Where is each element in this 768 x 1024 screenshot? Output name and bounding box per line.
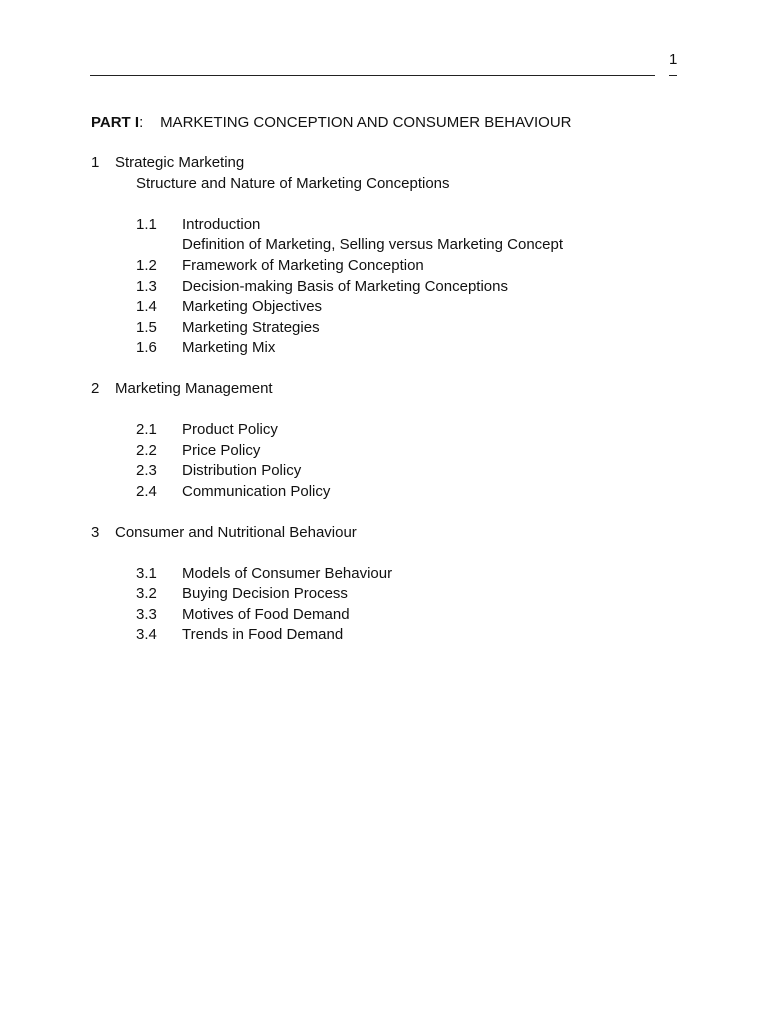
section-number: 1.5 [136,318,157,336]
section-entry-2-3 [91,461,711,482]
section-entry-1-6 [91,338,711,359]
section-title: Framework of Marketing Conception [182,256,424,274]
chapter-number: 2 [91,379,100,397]
section-title: Buying Decision Process [182,585,348,603]
section-subtitle: Definition of Marketing, Selling versus Marketing Concept [182,236,564,254]
section-number: 1.4 [136,298,157,316]
table-of-contents [91,112,711,666]
section-title: Introduction [182,215,261,233]
section-title: Distribution Policy [182,462,302,480]
section-number: 1.6 [136,339,157,357]
part-label: PART I [91,114,140,131]
section-title: Marketing Strategies [182,318,320,336]
chapter-list [91,153,711,646]
section-title: Decision-making Basis of Marketing Conceptions [182,277,508,295]
header-rule [90,75,655,76]
section-title: Communication Policy [182,482,331,500]
section-entry-3-1 [91,564,711,585]
chapter-2 [91,379,711,503]
chapter-spacer [91,543,711,564]
section-number: 3.1 [136,564,157,582]
section-entry-1-2 [91,256,711,277]
chapter-title: Consumer and Nutritional Behaviour [115,523,357,541]
section-entry-2-4 [91,482,711,503]
section-number: 2.4 [136,482,157,500]
section-entry-2-2 [91,441,711,462]
section-title: Marketing Mix [182,339,276,357]
section-number: 1.1 [136,215,157,233]
chapter-1 [91,153,711,359]
chapter-heading [91,379,711,400]
chapter-heading [91,153,711,174]
section-entry-1-1 [91,215,711,236]
section-title: Price Policy [182,441,261,459]
part-heading [91,112,711,133]
part-colon: : [139,114,144,131]
section-title: Product Policy [182,421,278,439]
section-entry-3-3 [91,605,711,626]
chapter-heading [91,523,711,544]
section-entry-3-4 [91,625,711,646]
section-entry-3-2 [91,584,711,605]
chapter-spacer [91,400,711,421]
section-entry-2-1 [91,420,711,441]
section-number: 1.2 [136,256,157,274]
section-number: 2.3 [136,462,157,480]
section-title: Motives of Food Demand [182,605,350,623]
section-title: Trends in Food Demand [182,626,344,644]
chapter-spacer [91,194,711,215]
chapter-number: 3 [91,523,100,541]
page-number-rule [669,75,677,76]
chapter-number: 1 [91,154,100,171]
section-title: Marketing Objectives [182,298,323,316]
section-number: 2.2 [136,441,157,459]
section-entry-1-4 [91,297,711,318]
chapter-title: Strategic Marketing [115,154,245,171]
section-entry-1-5 [91,318,711,339]
page-number: 1 [669,51,678,68]
section-number: 2.1 [136,421,157,439]
chapter-subtitle: Structure and Nature of Marketing Conceptions [136,174,450,192]
section-number: 3.2 [136,585,157,603]
section-entry-1-3 [91,277,711,298]
chapter-title: Marketing Management [115,379,273,397]
section-number: 3.3 [136,605,157,623]
section-number: 3.4 [136,626,157,644]
section-number: 1.3 [136,277,157,295]
chapter-3 [91,523,711,647]
part-title: MARKETING CONCEPTION AND CONSUMER BEHAVIOUR [160,114,572,131]
section-title: Models of Consumer Behaviour [182,564,393,582]
